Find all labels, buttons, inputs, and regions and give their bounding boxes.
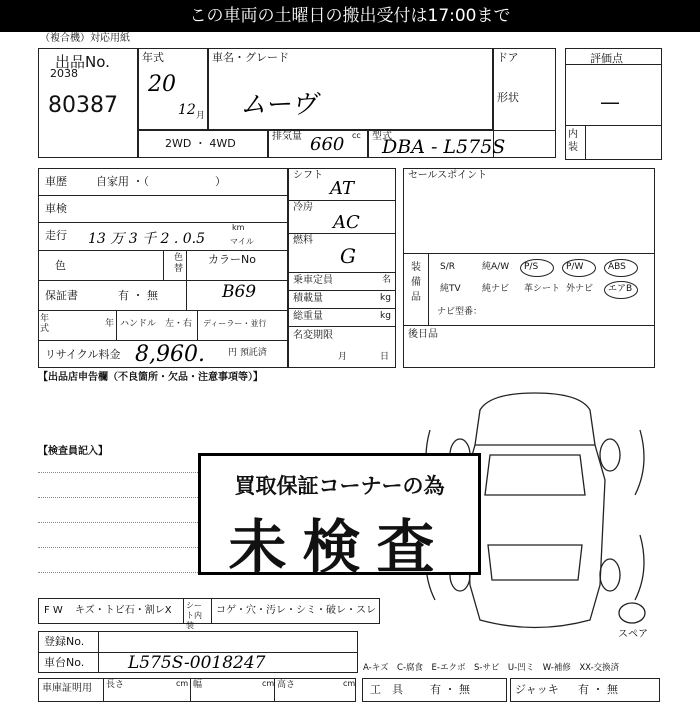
cert-div-3: [274, 678, 275, 702]
dealer-divider: [197, 310, 198, 340]
change-day: 日: [380, 352, 390, 362]
spec-line-1: [288, 200, 396, 201]
width-label: 幅: [193, 680, 203, 690]
later-label: 後日品: [408, 329, 438, 340]
dotted-line-5: [38, 572, 198, 573]
lot-number: 80387: [48, 93, 118, 118]
spec-line-3: [288, 272, 396, 273]
mileage-label: 走行: [45, 229, 67, 242]
equipment-circle-mark: [520, 259, 554, 277]
mileage-unit-km: km: [232, 223, 245, 232]
change-label: 名変期限: [293, 330, 333, 341]
year-unit: 年: [105, 319, 115, 329]
hist-line-1: [38, 195, 288, 196]
ac-label: 冷房: [293, 202, 313, 213]
model-label: 型式: [372, 131, 392, 142]
stamp-line-2: 未検査: [228, 513, 451, 581]
fuel-label: 燃料: [293, 235, 313, 246]
history-value: 自家用 ・（ ）: [96, 175, 226, 188]
sales-label: セールスポイント: [408, 170, 488, 181]
door-label: ドア: [497, 51, 519, 64]
damage-legend: A-キズ C-腐食 E-エクボ S-サビ U-凹ミ W-補修 XX-交換済: [363, 663, 620, 673]
lot-label: 出品No.: [55, 53, 110, 71]
height-unit: cm: [343, 679, 356, 688]
color-no-value: B69: [222, 282, 257, 302]
seat-value: コゲ・穴・汚レ・シミ・破レ・スレ: [216, 605, 376, 616]
capacity-label: 乗車定員: [293, 275, 333, 286]
interior-label: 内装: [568, 129, 578, 153]
name-label: 車名・グレード: [212, 51, 289, 64]
inspector-notes-label: 【検査員記入】: [38, 446, 108, 457]
equipment-item: エアB: [608, 284, 633, 294]
equipment-item: S/R: [440, 262, 455, 272]
cert-label: 車庫証明用: [42, 683, 92, 694]
name-value: ムーヴ: [240, 90, 317, 120]
lot-small-number: 2038: [50, 67, 78, 80]
color-divider: [163, 250, 164, 280]
cert-div-2: [190, 678, 191, 702]
equipment-item: 純ナビ: [482, 284, 510, 294]
fw-label: F W: [44, 605, 63, 616]
equip-label: 装備品: [411, 262, 421, 303]
recycle-unit: 円 預託済: [228, 348, 267, 358]
equip-bottom: [403, 325, 655, 326]
dealer-label: ディーラー・並行: [203, 319, 267, 328]
spec-line-2: [288, 233, 396, 234]
equipment-item: P/W: [566, 262, 584, 272]
interior-divider: [565, 125, 662, 126]
spec-line-5: [288, 308, 396, 309]
equipment-circle-mark: [604, 281, 638, 299]
year-label: 年式: [142, 51, 164, 64]
jack-label: ジャッキ: [515, 683, 559, 696]
seller-notes-label: 【出品店申告欄（不良箇所・欠品・注意事項等）】: [38, 372, 263, 383]
equipment-item: 革シート: [524, 284, 561, 294]
change-month: 月: [338, 352, 348, 362]
seat-divider: [211, 598, 212, 624]
navi-label: ナビ型番：: [437, 307, 483, 317]
warranty-label: 保証書: [45, 289, 78, 302]
tool-value: 有 ・ 無: [430, 683, 470, 696]
mileage-unit-mile: マイル: [230, 237, 254, 246]
hist-line-2: [38, 222, 288, 223]
drive-label: 2WD ・ 4WD: [165, 137, 236, 150]
dotted-line-1: [38, 472, 198, 473]
inspection-label: 車検: [45, 202, 67, 215]
stamp-line-1: 買取保証コーナーの為: [234, 474, 445, 498]
dotted-line-2: [38, 497, 198, 498]
seat-label: シート内装: [186, 601, 202, 630]
equipment-item: P/S: [524, 262, 539, 272]
month-value: 12: [178, 102, 196, 118]
vin-label: 車台No.: [44, 656, 85, 669]
color-no-label: カラーNo: [208, 253, 256, 266]
shape-label: 形状: [497, 91, 519, 104]
reg-vline: [98, 631, 99, 673]
spec-line-6: [288, 326, 396, 327]
hist-line-4: [38, 280, 288, 281]
handle-divider: [116, 310, 117, 340]
score-value: —: [600, 90, 620, 114]
year-type-label: 年式: [40, 314, 50, 334]
spec-line-4: [288, 290, 396, 291]
tool-label: 工 具: [370, 683, 403, 696]
equipment-circle-mark: [604, 259, 638, 277]
history-label: 車歴: [45, 175, 67, 188]
vin-value: L575S-0018247: [128, 653, 266, 673]
shift-value: AT: [330, 178, 355, 199]
mileage-value: 13 万 3 千 2 . 0.5: [88, 231, 206, 247]
form-subtitle: （複合機）対応用紙: [40, 33, 130, 44]
dotted-line-3: [38, 522, 198, 523]
year-value: 20: [148, 72, 176, 97]
recycle-value: 8,960.: [135, 342, 205, 367]
equipment-item: 外ナビ: [566, 284, 594, 294]
height-label: 高さ: [277, 680, 296, 690]
recycle-label: リサイクル料金: [45, 348, 121, 361]
color-change-label: 色替: [174, 253, 184, 274]
interior-vdivider: [585, 125, 586, 160]
load-unit: kg: [380, 293, 391, 303]
shift-label: シフト: [293, 170, 323, 181]
colorno-divider: [186, 250, 187, 310]
equip-vline: [428, 253, 429, 325]
capacity-unit: 名: [382, 275, 392, 285]
month-unit: 月: [196, 111, 206, 121]
cc-unit: cc: [352, 131, 361, 140]
ac-value: AC: [333, 212, 360, 233]
equipment-item: 純A/W: [482, 262, 510, 272]
reg-label: 登録No.: [44, 635, 85, 648]
cc-label: 排気量: [272, 131, 302, 142]
width-unit: cm: [262, 679, 275, 688]
dotted-line-4: [38, 547, 198, 548]
equipment-item: 純TV: [440, 284, 461, 294]
equip-top: [403, 253, 655, 254]
color-label: 色: [55, 259, 66, 272]
load-label: 積載量: [293, 293, 323, 304]
weight-unit: kg: [380, 311, 391, 321]
equipment-circle-mark: [562, 259, 596, 277]
banner: この車両の土曜日の搬出受付は17:00まで: [0, 0, 700, 32]
jack-value: 有 ・ 無: [578, 683, 618, 696]
equipment-item: ABS: [608, 262, 626, 272]
fuel-value: G: [340, 244, 356, 268]
fw-value: キズ・トビ石・割レX: [75, 605, 172, 616]
hist-line-6: [38, 340, 288, 341]
spare-label: スペア: [618, 629, 648, 640]
warranty-value: 有 ・ 無: [118, 289, 158, 302]
fw-divider: [183, 598, 184, 624]
cc-value: 660: [310, 134, 345, 155]
not-inspected-stamp: [198, 453, 481, 581]
length-unit: cm: [176, 679, 189, 688]
cert-div-1: [103, 678, 104, 702]
model-value: DBA - L575S: [382, 136, 506, 158]
length-label: 長さ: [106, 680, 125, 690]
score-label: 評価点: [590, 52, 623, 65]
weight-label: 総重量: [293, 311, 323, 322]
handle-label: ハンドル 左・右: [120, 319, 193, 329]
hist-line-5: [38, 310, 288, 311]
